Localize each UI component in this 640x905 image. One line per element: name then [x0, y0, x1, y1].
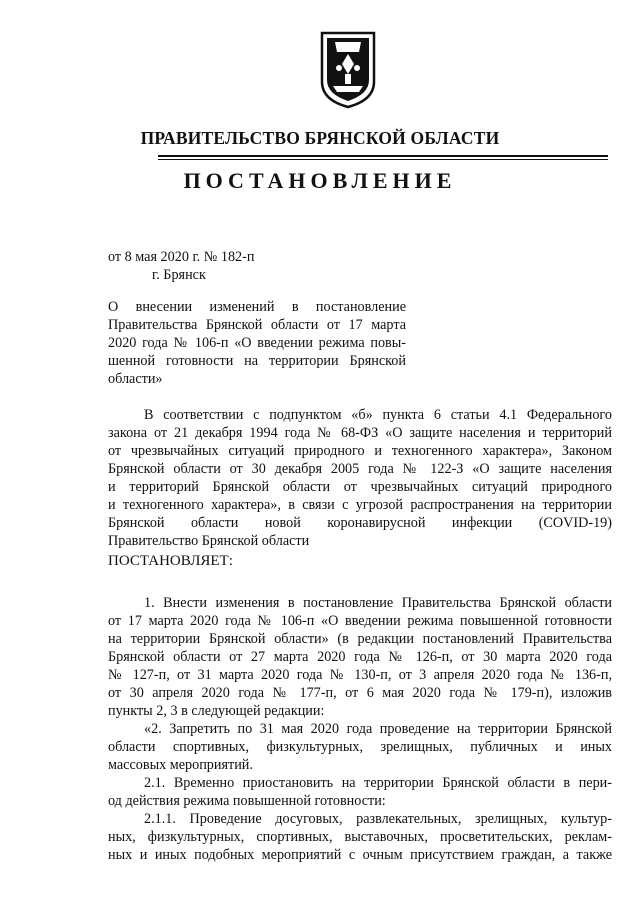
item-2-1-1: [108, 810, 612, 864]
date-number: от 8 мая 2020 г. № 182-п: [108, 249, 255, 265]
item-1-line: Брянской области от 27 марта 2020 года № 126-п, от 30 марта 2020 года: [108, 649, 612, 665]
item-2-1-1-line: 2.1.1. Проведение досуговых, развлекательных, зрелищных, культур-: [144, 811, 612, 827]
bryansk-coat-of-arms-icon: [319, 30, 377, 110]
subject-line: шенной готовности на территории Брянской: [108, 353, 406, 369]
preamble-line: Правительство Брянской области: [108, 533, 310, 549]
preamble-block: [108, 406, 612, 550]
preamble-line: В соответствии с подпунктом «б» пункта 6 статьи 4.1 Федерального: [144, 407, 612, 423]
header-divider-thin: [158, 159, 608, 160]
item-2-line: «2. Запретить по 31 мая 2020 года проведение на территории Брянской: [144, 721, 612, 737]
item-1: [108, 594, 612, 720]
item-1-line: пункты 2, 3 в следующей редакции:: [108, 703, 325, 719]
item-2-1-line: од действия режима повышенной готовности:: [108, 793, 386, 809]
document-type-title: ПОСТАНОВЛЕНИЕ: [183, 168, 457, 193]
item-2-1-1-line: ных и иных подобных мероприятий с очным присутствием граждан, а также: [108, 847, 612, 863]
organization-title: ПРАВИТЕЛЬСТВО БРЯНСКОЙ ОБЛАСТИ: [140, 128, 500, 148]
subject-line: области»: [108, 371, 163, 387]
preamble-line: закона от 21 декабря 1994 года № 68-ФЗ «О защите населения и территорий: [108, 425, 612, 441]
preamble-line: от чрезвычайных ситуаций природного и техногенного характера», Законом: [108, 443, 612, 459]
item-1-line: 1. Внести изменения в постановление Правительства Брянской области: [144, 595, 612, 611]
preamble-line: и техногенного характера», в связи с угрозой распространения на территории: [108, 497, 612, 513]
item-2-1-1-line: ных, физкультурных, спортивных, выставочных, просветительских, реклам-: [108, 829, 612, 845]
item-2-1: [108, 774, 612, 810]
subject-block: [108, 298, 406, 388]
preamble-line: Брянской области от 30 декабря 2005 года № 122-З «О защите населения: [108, 461, 612, 477]
subject-line: Правительства Брянской области от 17 марта: [108, 317, 406, 333]
item-1-line: на территории Брянской области» (в редакции постановлений Правительства: [108, 631, 612, 647]
subject-line: О внесении изменений в постановление: [108, 299, 406, 315]
item-1-line: от 30 апреля 2020 года № 177-п, от 6 мая 2020 года № 179-п), изложив: [108, 685, 612, 701]
item-2-1-line: 2.1. Временно приостановить на территории Брянской области в пери-: [144, 775, 612, 791]
item-1-line: от 17 марта 2020 года № 106-п «О введении режима повышенной готовности: [108, 613, 612, 629]
resolves-word: ПОСТАНОВЛЯЕТ:: [108, 553, 233, 569]
item-2: [108, 720, 612, 774]
header-divider-thick: [158, 155, 608, 157]
preamble-line: и территорий Брянской области от чрезвычайных ситуаций природного: [108, 479, 612, 495]
item-2-line: массовых мероприятий.: [108, 757, 253, 773]
city: г. Брянск: [152, 267, 206, 283]
subject-line: 2020 года № 106-п «О введении режима повы-: [108, 335, 406, 351]
preamble-line: Брянской области новой коронавирусной инфекции (COVID-19): [108, 515, 612, 531]
item-1-line: № 127-п, от 31 марта 2020 года № 130-п, от 3 апреля 2020 года № 136-п,: [108, 667, 612, 683]
item-2-line: области спортивных, физкультурных, зрелищных, публичных и иных: [108, 739, 612, 755]
